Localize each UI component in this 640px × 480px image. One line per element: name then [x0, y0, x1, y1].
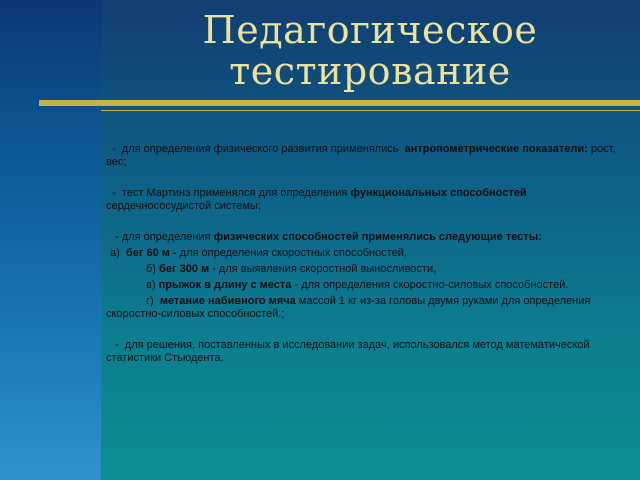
paragraph-statistics — [106, 339, 632, 365]
left-decorative-band — [0, 0, 101, 480]
paragraph-martinet — [106, 187, 632, 213]
test-item-a — [106, 247, 632, 260]
title-underline-thin — [101, 110, 640, 111]
title-line-1: Педагогическое — [202, 8, 538, 52]
item-b-bold: бег 300 м — [159, 263, 210, 275]
paragraph-anthropometry — [106, 143, 632, 169]
item-v-text: - для определения скоростно-силовых способностей. — [294, 279, 569, 291]
item-v-marker: в) — [146, 279, 156, 291]
title-line-2: тестирование — [229, 49, 511, 93]
item-g-marker: г) — [146, 295, 154, 307]
test-item-v — [106, 279, 632, 292]
item-a-marker: а) — [110, 247, 120, 259]
dash-4: - — [115, 339, 119, 351]
slide-body — [106, 143, 632, 365]
item-v-bold: прыжок в длину с места — [158, 279, 292, 291]
item-a-bold: бег 60 м - — [125, 247, 177, 259]
p1-text: для определения физического развития применялись — [121, 143, 399, 155]
item-b-text: - для выявления скоростной выносливости, — [212, 263, 437, 275]
test-item-g — [106, 295, 632, 321]
p1-bold: антропометрические показатели: — [404, 143, 588, 155]
title-underline-thick — [39, 100, 640, 106]
test-item-b — [106, 263, 632, 276]
paragraph-physical-tests — [106, 231, 632, 244]
p3-text: для определения — [121, 231, 211, 243]
item-g-bold: метание набивного мяча — [159, 295, 296, 307]
p1-tail: рост, вес; — [106, 143, 616, 168]
dash-2: - — [112, 187, 116, 199]
p3-bold: физических способностей применялись следующие тесты: — [213, 231, 542, 243]
p2-bold: функциональных способностей — [350, 187, 527, 199]
p4-text: для решения, поставленных в исследовании задач, использовался метод математической статистики Стьюдента. — [106, 339, 590, 364]
p2-tail: сердечнососудистой системы; — [106, 200, 261, 212]
dash-1: - — [112, 143, 116, 155]
item-g-text: массой 1 кг из-за головы двумя руками для определения скоростно-силовых способностей.; — [106, 295, 591, 320]
item-a-text: для определения скоростных способностей, — [179, 247, 407, 259]
slide-title — [120, 10, 620, 92]
item-b-marker: б) — [146, 263, 156, 275]
dash-3: - — [115, 231, 119, 243]
p2-text: тест Мартинэ применялся для определения — [121, 187, 348, 199]
